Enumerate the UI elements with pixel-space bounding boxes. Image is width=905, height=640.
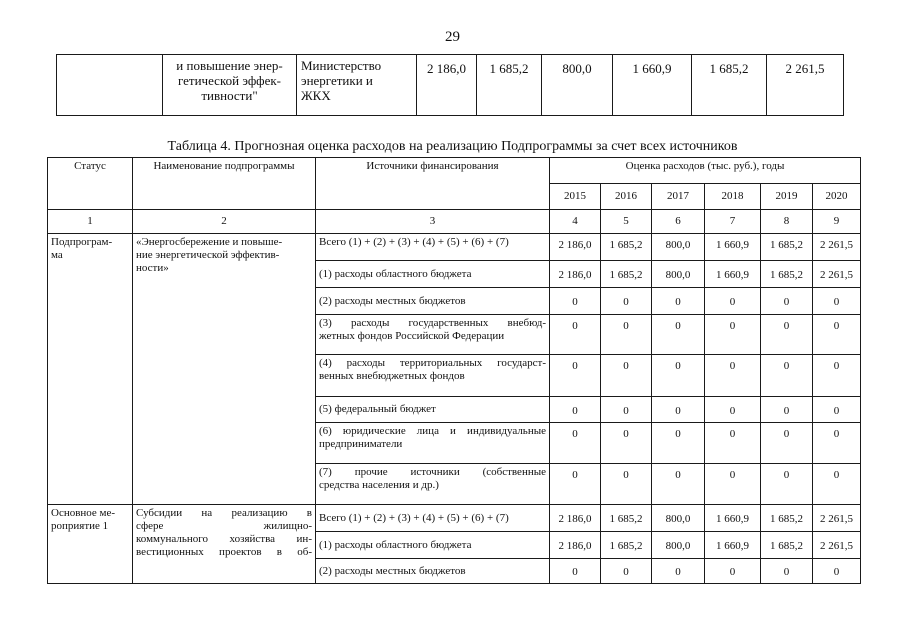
value-cell: 2 186,0 (550, 505, 601, 532)
source-cell (316, 464, 550, 505)
column-number: 8 (761, 210, 813, 234)
value-cell: 1 660,9 (705, 532, 761, 559)
header-year: 2020 (813, 184, 861, 210)
value-cell: 0 (705, 559, 761, 584)
header-year: 2015 (550, 184, 601, 210)
value-cell: 0 (601, 397, 652, 423)
value-cell: 0 (652, 559, 705, 584)
value-cell: 2 186,0 (550, 261, 601, 288)
name-line: ности» (136, 262, 169, 274)
value-cell: 0 (550, 397, 601, 423)
expense-forecast-table (47, 157, 861, 584)
value-cell: 0 (761, 423, 813, 464)
header-year: 2018 (705, 184, 761, 210)
value-cell: 0 (550, 423, 601, 464)
row-program-name (133, 234, 316, 505)
value-cell: 0 (813, 423, 861, 464)
table-caption: Таблица 4. Прогнозная оценка расходов на реализацию Подпрограммы за счет всех источников (167, 139, 738, 154)
name-line: коммунального хозяйства ин- (136, 533, 312, 545)
value-cell: 0 (601, 464, 652, 505)
value-cell: 2 261,5 (813, 532, 861, 559)
value-cell: 0 (652, 464, 705, 505)
value-cell: 1 685,2 (601, 532, 652, 559)
status-line: Основное ме- (51, 507, 116, 519)
value-cell: 1 685,2 (601, 505, 652, 532)
source-cell: (2) расходы местных бюджетов (316, 559, 550, 584)
value-cell: 0 (761, 288, 813, 315)
status-line: ма (51, 249, 63, 261)
value-cell: 0 (761, 464, 813, 505)
value-cell: 800,0 (652, 505, 705, 532)
prev-name-line: и повышение энер- (176, 58, 283, 73)
prev-executor-line: энергетики и (301, 73, 373, 88)
value-cell: 1 685,2 (761, 234, 813, 261)
source-cell: Всего (1) + (2) + (3) + (4) + (5) + (6) + (7) (316, 505, 550, 532)
prev-name-line: гетической эффек- (177, 73, 282, 88)
source-cell: (1) расходы областного бюджета (316, 532, 550, 559)
value-cell: 0 (652, 315, 705, 355)
value-cell: 0 (601, 315, 652, 355)
value-cell: 0 (813, 464, 861, 505)
value-cell: 0 (761, 559, 813, 584)
value-cell: 2 261,5 (813, 234, 861, 261)
column-number: 3 (316, 210, 550, 234)
prev-value-cell: 1 685,2 (477, 55, 542, 116)
source-cell: (1) расходы областного бюджета (316, 261, 550, 288)
value-cell: 0 (705, 355, 761, 397)
value-cell: 2 261,5 (813, 261, 861, 288)
value-cell: 1 660,9 (705, 261, 761, 288)
value-cell: 1 660,9 (705, 505, 761, 532)
source-line: (6) юридические лица и индивидуальные (319, 425, 546, 437)
value-cell: 0 (550, 288, 601, 315)
prev-executor-line: Министерство (301, 58, 382, 73)
source-cell: Всего (1) + (2) + (3) + (4) + (5) + (6) + (7) (316, 234, 550, 261)
column-number: 7 (705, 210, 761, 234)
prev-executor-line: ЖКХ (301, 88, 331, 103)
value-cell: 0 (813, 288, 861, 315)
value-cell: 2 186,0 (550, 234, 601, 261)
column-number: 2 (133, 210, 316, 234)
source-cell (316, 355, 550, 397)
column-number: 5 (601, 210, 652, 234)
source-line: (4) расходы территориальных государст- (319, 357, 546, 369)
value-cell: 0 (761, 315, 813, 355)
value-cell: 0 (761, 355, 813, 397)
name-line: сфере жилищно- (136, 520, 312, 532)
row-status (48, 505, 133, 584)
value-cell: 0 (550, 464, 601, 505)
name-line: вестиционных проектов в об- (136, 546, 312, 558)
value-cell: 1 685,2 (601, 261, 652, 288)
value-cell: 1 685,2 (761, 532, 813, 559)
value-cell: 0 (550, 559, 601, 584)
value-cell: 800,0 (652, 532, 705, 559)
status-line: Подпрограм- (51, 236, 113, 248)
name-line: Субсидии на реализацию в (136, 507, 312, 519)
value-cell: 0 (601, 423, 652, 464)
prev-program-name (163, 55, 297, 116)
value-cell: 0 (601, 288, 652, 315)
status-line: роприятие 1 (51, 520, 109, 532)
value-cell: 0 (601, 559, 652, 584)
previous-table-fragment (56, 54, 844, 116)
value-cell: 0 (813, 559, 861, 584)
value-cell: 0 (550, 355, 601, 397)
value-cell: 1 685,2 (601, 234, 652, 261)
value-cell: 2 186,0 (550, 532, 601, 559)
header-name: Наименование подпрограммы (133, 158, 316, 210)
row-status (48, 234, 133, 505)
value-cell: 1 660,9 (705, 234, 761, 261)
page-number: 29 (445, 29, 460, 45)
value-cell: 0 (652, 288, 705, 315)
value-cell: 2 261,5 (813, 505, 861, 532)
source-cell: (5) федеральный бюджет (316, 397, 550, 423)
prev-value-cell: 2 261,5 (767, 55, 844, 116)
prev-executor (297, 55, 417, 116)
value-cell: 1 685,2 (761, 261, 813, 288)
prev-name-line: тивности" (201, 88, 258, 103)
value-cell: 0 (705, 397, 761, 423)
prev-value-cell: 800,0 (542, 55, 613, 116)
value-cell: 0 (813, 355, 861, 397)
value-cell: 0 (601, 355, 652, 397)
prev-value-cell: 1 685,2 (692, 55, 767, 116)
value-cell: 0 (652, 423, 705, 464)
column-number: 1 (48, 210, 133, 234)
header-sources: Источники финансирования (316, 158, 550, 210)
value-cell: 0 (705, 464, 761, 505)
value-cell: 0 (652, 397, 705, 423)
prev-value-cell: 1 660,9 (613, 55, 692, 116)
source-cell (316, 423, 550, 464)
value-cell: 0 (550, 315, 601, 355)
source-line: (7) прочие источники (собственные (319, 466, 546, 478)
source-cell: (2) расходы местных бюджетов (316, 288, 550, 315)
source-cell (316, 315, 550, 355)
header-year: 2019 (761, 184, 813, 210)
name-line: «Энергосбережение и повыше- (136, 236, 283, 248)
source-line: венных внебюджетных фондов (319, 370, 465, 382)
header-year: 2016 (601, 184, 652, 210)
value-cell: 800,0 (652, 261, 705, 288)
source-line: (3) расходы государственных внебюд- (319, 317, 546, 329)
column-number: 4 (550, 210, 601, 234)
value-cell: 1 685,2 (761, 505, 813, 532)
column-number: 9 (813, 210, 861, 234)
prev-value-cell: 2 186,0 (417, 55, 477, 116)
value-cell: 0 (705, 288, 761, 315)
value-cell: 0 (705, 423, 761, 464)
value-cell: 0 (761, 397, 813, 423)
source-line: средства населения и др.) (319, 479, 439, 491)
prev-empty-cell (57, 55, 163, 116)
value-cell: 0 (652, 355, 705, 397)
column-number: 6 (652, 210, 705, 234)
source-line: жетных фондов Российской Федерации (319, 330, 505, 342)
header-estimate: Оценка расходов (тыс. руб.), годы (550, 158, 861, 184)
row-program-name (133, 505, 316, 584)
header-year: 2017 (652, 184, 705, 210)
value-cell: 800,0 (652, 234, 705, 261)
value-cell: 0 (813, 315, 861, 355)
value-cell: 0 (813, 397, 861, 423)
value-cell: 0 (705, 315, 761, 355)
header-status: Статус (48, 158, 133, 210)
name-line: ние энергетической эффектив- (136, 249, 280, 261)
source-line: предприниматели (319, 438, 403, 450)
